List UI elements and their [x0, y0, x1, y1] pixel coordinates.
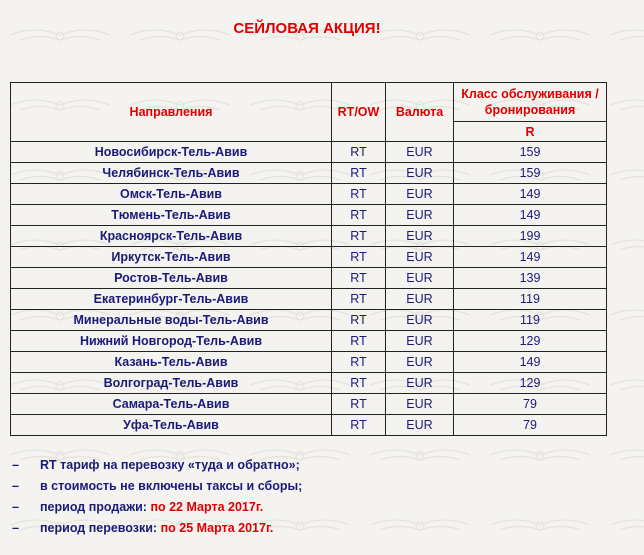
- table-row: [11, 268, 607, 289]
- table-row: [11, 163, 607, 184]
- header-direction: Направления: [11, 83, 332, 142]
- price-cell: 139: [454, 268, 607, 289]
- table-row: [11, 310, 607, 331]
- table-row: [11, 247, 607, 268]
- currency-cell: EUR: [386, 289, 454, 310]
- fare-type-cell: RT: [332, 310, 386, 331]
- currency-cell: EUR: [386, 142, 454, 163]
- note-text: в стоимость не включены таксы и сборы;: [40, 479, 303, 493]
- table-row: [11, 289, 607, 310]
- note-dash: –: [12, 500, 19, 514]
- fare-type-cell: RT: [332, 394, 386, 415]
- currency-cell: EUR: [386, 415, 454, 436]
- currency-cell: EUR: [386, 163, 454, 184]
- fare-type-cell: RT: [332, 352, 386, 373]
- route-cell: Казань-Тель-Авив: [11, 352, 332, 373]
- fare-type-cell: RT: [332, 142, 386, 163]
- fare-type-cell: RT: [332, 373, 386, 394]
- currency-cell: EUR: [386, 310, 454, 331]
- note-text: период перевозки:: [40, 521, 161, 535]
- fare-type-cell: RT: [332, 415, 386, 436]
- note-text: период продажи:: [40, 500, 151, 514]
- currency-cell: EUR: [386, 352, 454, 373]
- route-cell: Челябинск-Тель-Авив: [11, 163, 332, 184]
- route-cell: Тюмень-Тель-Авив: [11, 205, 332, 226]
- price-cell: 159: [454, 142, 607, 163]
- table-row: [11, 373, 607, 394]
- currency-cell: EUR: [386, 226, 454, 247]
- price-cell: 119: [454, 289, 607, 310]
- note-dash: –: [12, 458, 19, 472]
- price-cell: 149: [454, 247, 607, 268]
- fares-table: [10, 82, 607, 436]
- table-row: [11, 142, 607, 163]
- price-cell: 149: [454, 205, 607, 226]
- fare-type-cell: RT: [332, 289, 386, 310]
- note-dash: –: [12, 521, 19, 535]
- currency-cell: EUR: [386, 247, 454, 268]
- table-row: [11, 226, 607, 247]
- route-cell: Уфа-Тель-Авив: [11, 415, 332, 436]
- route-cell: Нижний Новгород-Тель-Авив: [11, 331, 332, 352]
- fare-type-cell: RT: [332, 247, 386, 268]
- fare-type-cell: RT: [332, 226, 386, 247]
- route-cell: Минеральные воды-Тель-Авив: [11, 310, 332, 331]
- note-item: [12, 479, 612, 500]
- header-rtow: RT/OW: [332, 83, 386, 142]
- fare-type-cell: RT: [332, 268, 386, 289]
- note-dash: –: [12, 479, 19, 493]
- note-item: [12, 521, 612, 542]
- currency-cell: EUR: [386, 268, 454, 289]
- price-cell: 129: [454, 331, 607, 352]
- price-cell: 199: [454, 226, 607, 247]
- currency-cell: EUR: [386, 331, 454, 352]
- currency-cell: EUR: [386, 205, 454, 226]
- note-highlight: по 22 Марта 2017г.: [150, 500, 264, 514]
- notes-list: [12, 458, 612, 542]
- fare-type-cell: RT: [332, 184, 386, 205]
- table-row: [11, 352, 607, 373]
- fare-type-cell: RT: [332, 205, 386, 226]
- table-row: [11, 394, 607, 415]
- price-cell: 159: [454, 163, 607, 184]
- note-item: [12, 458, 612, 479]
- page-title: СЕЙЛОВАЯ АКЦИЯ!: [233, 20, 381, 37]
- price-cell: 129: [454, 373, 607, 394]
- currency-cell: EUR: [386, 373, 454, 394]
- header-currency: Валюта: [386, 83, 454, 142]
- header-service-class: Класс обслуживания / бронирования: [454, 83, 607, 122]
- route-cell: Красноярск-Тель-Авив: [11, 226, 332, 247]
- route-cell: Самара-Тель-Авив: [11, 394, 332, 415]
- note-text: RT тариф на перевозку «туда и обратно»;: [40, 458, 300, 472]
- fare-type-cell: RT: [332, 331, 386, 352]
- route-cell: Омск-Тель-Авив: [11, 184, 332, 205]
- route-cell: Екатеринбург-Тель-Авив: [11, 289, 332, 310]
- currency-cell: EUR: [386, 394, 454, 415]
- price-cell: 149: [454, 184, 607, 205]
- price-cell: 79: [454, 415, 607, 436]
- table-row: [11, 415, 607, 436]
- table-row: [11, 331, 607, 352]
- note-highlight: по 25 Марта 2017г.: [160, 521, 274, 535]
- fare-type-cell: RT: [332, 163, 386, 184]
- header-class-code: R: [454, 122, 607, 142]
- route-cell: Новосибирск-Тель-Авив: [11, 142, 332, 163]
- table-row: [11, 205, 607, 226]
- route-cell: Иркутск-Тель-Авив: [11, 247, 332, 268]
- table-row: [11, 184, 607, 205]
- route-cell: Ростов-Тель-Авив: [11, 268, 332, 289]
- note-item: [12, 500, 612, 521]
- price-cell: 149: [454, 352, 607, 373]
- price-cell: 79: [454, 394, 607, 415]
- price-cell: 119: [454, 310, 607, 331]
- currency-cell: EUR: [386, 184, 454, 205]
- route-cell: Волгоград-Тель-Авив: [11, 373, 332, 394]
